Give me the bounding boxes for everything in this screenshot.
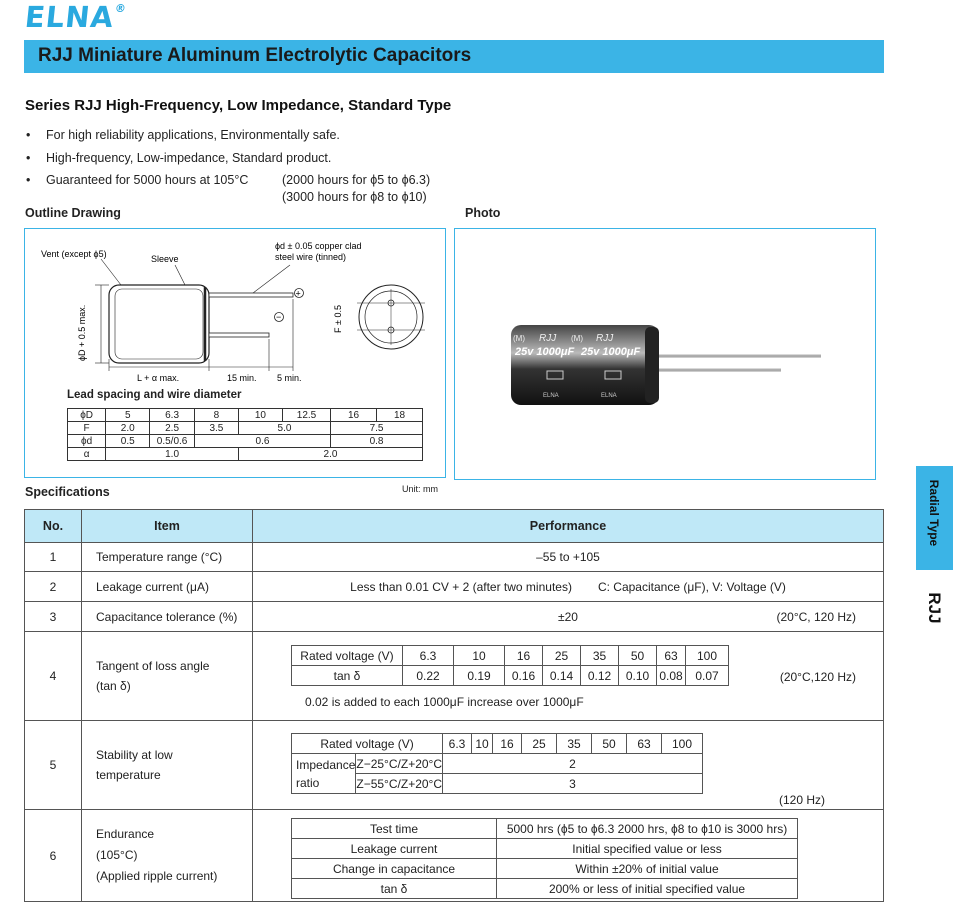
table-row: 3 Capacitance tolerance (%) ±20 (20°C, 120 Hz) (25, 602, 884, 632)
bullet-note: (3000 hours for ϕ8 to ϕ10) (282, 190, 427, 204)
column-header: Performance (253, 510, 884, 543)
outline-drawing-label: Outline Drawing (25, 206, 121, 220)
svg-text:25v 1000μF: 25v 1000μF (581, 346, 641, 358)
photo-label: Photo (465, 206, 501, 220)
table-row: tan δ 200% or less of initial specified value (292, 879, 798, 899)
vent-label: Vent (except ϕ5) (41, 249, 107, 259)
outline-drawing (25, 229, 445, 399)
svg-text:ELNA: ELNA (543, 393, 559, 399)
table-row: α 1.0 2.0 (68, 448, 423, 461)
capacitor-photo (455, 229, 875, 479)
title-bar (24, 40, 884, 73)
endurance-table (291, 818, 798, 899)
table-row: 2 Leakage current (μA) Less than 0.01 CV + 2 (after two minutes) C: Capacitance (μF), V: Voltage (V) (25, 572, 884, 602)
bullet-note: (2000 hours for ϕ5 to ϕ6.3) (282, 173, 431, 187)
svg-text:RJJ: RJJ (596, 333, 614, 344)
table-row: 6 Endurance (105°C) (Applied ripple current) Test time 5000 hrs (ϕ5 to ϕ6.3 2000 hrs, ϕ8 to ϕ10 is 3000 hrs) Leakage current Initial specified value or less Change in capacitance Within ±20% of initial value tan δ 200% or less of initial specified value (25, 810, 884, 902)
table-row: Rated voltage (V) 6.3 10 16 25 35 50 63 100 (292, 646, 729, 666)
capacitor-body-shape (109, 285, 209, 363)
table-row: tan δ 0.22 0.19 0.16 0.14 0.12 0.10 0.08 0.07 (292, 666, 729, 686)
tan-delta-table (291, 645, 729, 686)
elna-logo: ELNA® (23, 0, 127, 34)
lead-spacing-table (67, 408, 423, 461)
side-tab-radial-type: Radial Type (916, 466, 953, 570)
table-row: Z−55°C/Z+20°C 3 (292, 774, 703, 794)
svg-text:steel wire (tinned): steel wire (tinned) (275, 252, 347, 262)
photo-box (454, 228, 876, 480)
svg-text:(M): (M) (571, 334, 583, 343)
bullet-item: • For high reliability applications, Environmentally safe. (26, 128, 340, 142)
svg-text:+: + (295, 288, 301, 299)
column-header: No. (25, 510, 82, 543)
table-row: ϕD 5 6.3 8 10 12.5 16 18 (68, 409, 423, 422)
table-row: 1 Temperature range (°C) –55 to +105 (25, 543, 884, 572)
length-dimension: L + α max. (137, 373, 180, 383)
table-row: Test time 5000 hrs (ϕ5 to ϕ6.3 2000 hrs, ϕ8 to ϕ10 is 3000 hrs) (292, 819, 798, 839)
lead-wire-shape (209, 293, 293, 297)
svg-text:ELNA: ELNA (601, 393, 617, 399)
side-series-label: RJJ (925, 592, 944, 624)
svg-text:−: − (276, 312, 282, 322)
table-row: 4 Tangent of loss angle (tan δ) Rated voltage (V) 6.3 10 16 25 35 50 63 100 tan δ 0.22 0.19 0.16 0.14 0.12 0.10 0.08 0.07 (20°C,120 Hz) 0.02 is added to each 1000μF increase over 1000μF (25, 632, 884, 721)
table-row: 5 Stability at low temperature Rated voltage (V) 6.3 10 16 25 35 50 63 100 Impedance ratio Z−25°C/Z+20°C 2 Z−55°C/Z+20°C 3 (120 Hz) (25, 721, 884, 810)
lead-min-dimension: 15 min. (227, 373, 257, 383)
low-temperature-table (291, 733, 703, 794)
lead-min-dimension: 5 min. (277, 373, 302, 383)
series-heading: Series RJJ High-Frequency, Low Impedance, Standard Type (25, 97, 452, 114)
table-row: Impedance ratio Z−25°C/Z+20°C 2 (292, 754, 703, 774)
diameter-dimension: ϕD + 0.5 max. (77, 304, 87, 361)
table-row: Change in capacitance Within ±20% of initial value (292, 859, 798, 879)
table-row: Leakage current Initial specified value or less (292, 839, 798, 859)
unit-label: Unit: mm (402, 484, 438, 494)
specifications-table (24, 509, 884, 902)
specifications-label: Specifications (25, 485, 110, 499)
table-header-row (25, 510, 884, 543)
table-row: F 2.0 2.5 3.5 5.0 7.5 (68, 422, 423, 435)
bullet-item: • Guaranteed for 5000 hours at 105°C (26, 173, 249, 187)
svg-text:RJJ: RJJ (539, 333, 557, 344)
outline-drawing-box (24, 228, 446, 478)
lead-table-title: Lead spacing and wire diameter (67, 389, 242, 401)
lead-wire-shape (209, 333, 269, 337)
table-row: ϕd 0.5 0.5/0.6 0.6 0.8 (68, 435, 423, 448)
column-header: Item (82, 510, 253, 543)
svg-text:25v 1000μF: 25v 1000μF (515, 346, 575, 358)
sleeve-label: Sleeve (151, 254, 179, 264)
bullet-item: • High-frequency, Low-impedance, Standard product. (26, 151, 332, 165)
table-row: Rated voltage (V) 6.3 10 16 25 35 50 63 100 (292, 734, 703, 754)
lead-spacing-dimension: F ± 0.5 (333, 305, 343, 333)
wire-label: ϕd ± 0.05 copper clad (275, 241, 362, 251)
svg-text:(M): (M) (513, 334, 525, 343)
page-title: RJJ Miniature Aluminum Electrolytic Capacitors (38, 45, 472, 66)
